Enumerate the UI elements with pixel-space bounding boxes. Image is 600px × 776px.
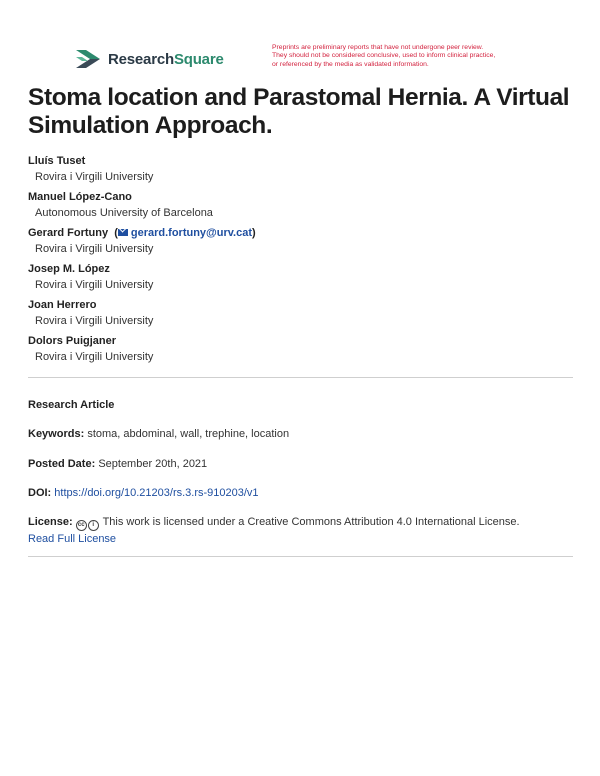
author-affiliation: Rovira i Virgili University [35, 315, 154, 327]
author-list [28, 153, 573, 369]
author-item [28, 333, 573, 369]
author-name: Lluís Tuset [28, 155, 86, 167]
author-name-with-email: Gerard Fortuny ( gerard.fortuny@urv.cat) [28, 227, 256, 239]
logo-suffix: Square [173, 50, 224, 68]
author-name: Josep M. López [28, 263, 110, 275]
author-name: Manuel López-Cano [28, 191, 132, 203]
author-item [28, 189, 573, 225]
author-affiliation: Rovira i Virgili University [35, 279, 154, 291]
keywords-value: stoma, abdominal, wall, trephine, location [87, 428, 290, 440]
preprint-disclaimer [272, 44, 562, 69]
posted-date-row [28, 456, 573, 472]
posted-date-label: Posted Date: [28, 458, 96, 470]
author-affiliation: Rovira i Virgili University [35, 171, 154, 183]
creative-commons-icon: cc [76, 520, 87, 531]
research-square-logo-icon [74, 48, 102, 70]
read-full-license-link[interactable]: Read Full License [28, 533, 117, 545]
divider [28, 556, 573, 557]
divider [28, 377, 573, 378]
disclaimer-line: or referenced by the media as validated information. [272, 60, 429, 68]
logo-text [108, 51, 224, 68]
author-name: Gerard Fortuny [28, 227, 109, 239]
license-label: License: [28, 516, 73, 528]
doi-row [28, 485, 573, 501]
disclaimer-line: They should not be considered conclusive, used to inform clinical practice, [272, 52, 496, 60]
author-item [28, 297, 573, 333]
author-item [28, 153, 573, 189]
article-type-label: Research Article [28, 399, 115, 411]
author-item [28, 225, 573, 261]
author-name: Dolors Puigjaner [28, 335, 117, 347]
posted-date-value: September 20th, 2021 [98, 458, 208, 470]
license-row [28, 514, 573, 547]
author-name: Joan Herrero [28, 299, 97, 311]
author-affiliation: Autonomous University of Barcelona [35, 207, 213, 219]
doi-label: DOI: [28, 487, 52, 499]
envelope-icon [118, 229, 128, 236]
header [74, 44, 574, 78]
author-affiliation: Rovira i Virgili University [35, 243, 154, 255]
logo-prefix: Research [108, 50, 174, 68]
author-email-link[interactable]: gerard.fortuny@urv.cat [130, 227, 253, 239]
author-item [28, 261, 573, 297]
attribution-icon: i [88, 520, 99, 531]
article-type [28, 397, 573, 413]
disclaimer-line: Preprints are preliminary reports that have not undergone peer review. [272, 44, 484, 51]
keywords-label: Keywords: [28, 428, 85, 440]
doi-link[interactable]: https://doi.org/10.21203/rs.3.rs-910203/v1 [54, 487, 259, 499]
author-affiliation: Rovira i Virgili University [35, 351, 154, 363]
paper-title: Stoma location and Parastomal Hernia. A Virtual Simulation Approach. [28, 84, 570, 139]
research-square-logo[interactable] [74, 48, 224, 70]
license-text: This work is licensed under a Creative Commons Attribution 4.0 International License. [102, 516, 520, 528]
keywords-row [28, 426, 573, 442]
